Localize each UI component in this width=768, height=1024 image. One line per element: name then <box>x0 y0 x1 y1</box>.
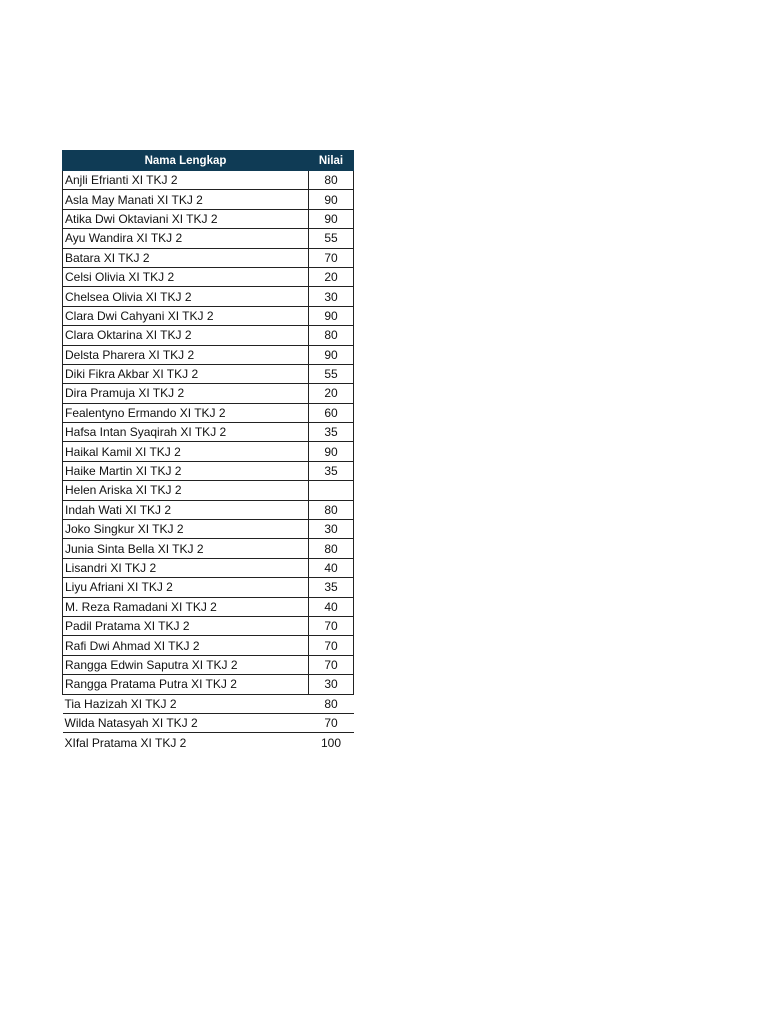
student-score: 90 <box>309 345 354 364</box>
header-score: Nilai <box>309 151 354 171</box>
student-score: 35 <box>309 461 354 480</box>
student-score: 80 <box>309 326 354 345</box>
table-row <box>63 694 354 713</box>
student-name: Clara Oktarina XI TKJ 2 <box>63 326 309 345</box>
student-score: 90 <box>309 306 354 325</box>
header-row <box>63 151 354 171</box>
table-row <box>63 733 354 752</box>
student-name: Clara Dwi Cahyani XI TKJ 2 <box>63 306 309 325</box>
student-name: Anjli Efrianti XI TKJ 2 <box>63 171 309 190</box>
table-row <box>63 481 354 500</box>
table-row <box>63 461 354 480</box>
student-score: 40 <box>309 558 354 577</box>
table-row <box>63 558 354 577</box>
student-name: Delsta Pharera XI TKJ 2 <box>63 345 309 364</box>
student-name: Helen Ariska XI TKJ 2 <box>63 481 309 500</box>
table-row <box>63 442 354 461</box>
student-name: Dira Pramuja XI TKJ 2 <box>63 384 309 403</box>
student-score: 55 <box>309 364 354 383</box>
table-row <box>63 655 354 674</box>
student-score: 30 <box>309 287 354 306</box>
student-score: 35 <box>309 423 354 442</box>
student-score: 80 <box>309 171 354 190</box>
table-row <box>63 423 354 442</box>
student-score <box>309 481 354 500</box>
table-row <box>63 636 354 655</box>
table-row <box>63 306 354 325</box>
student-name: Batara XI TKJ 2 <box>63 248 309 267</box>
table-row <box>63 287 354 306</box>
student-name: Asla May Manati XI TKJ 2 <box>63 190 309 209</box>
student-score: 80 <box>309 694 354 713</box>
student-score: 60 <box>309 403 354 422</box>
student-score: 30 <box>309 520 354 539</box>
student-name: Joko Singkur XI TKJ 2 <box>63 520 309 539</box>
student-name: Diki Fikra Akbar XI TKJ 2 <box>63 364 309 383</box>
student-name: XIfal Pratama XI TKJ 2 <box>64 735 187 750</box>
student-name: Ayu Wandira XI TKJ 2 <box>63 229 309 248</box>
student-name: Junia Sinta Bella XI TKJ 2 <box>63 539 309 558</box>
student-score: 70 <box>309 636 354 655</box>
table-row <box>63 578 354 597</box>
student-name: M. Reza Ramadani XI TKJ 2 <box>63 597 309 616</box>
table-row <box>63 539 354 558</box>
student-score: 20 <box>309 267 354 286</box>
table-row <box>63 267 354 286</box>
student-name: Hafsa Intan Syaqirah XI TKJ 2 <box>63 423 309 442</box>
student-score: 30 <box>309 675 354 694</box>
student-score: 40 <box>309 597 354 616</box>
student-name: Celsi Olivia XI TKJ 2 <box>63 267 309 286</box>
student-name: Rangga Pratama Putra XI TKJ 2 <box>63 675 309 694</box>
student-name: Haike Martin XI TKJ 2 <box>63 461 309 480</box>
student-score: 90 <box>309 209 354 228</box>
table-row <box>63 229 354 248</box>
student-name: Indah Wati XI TKJ 2 <box>63 500 309 519</box>
student-name: Wilda Natasyah XI TKJ 2 <box>63 713 309 732</box>
student-name: Liyu Afriani XI TKJ 2 <box>63 578 309 597</box>
student-score: 90 <box>309 190 354 209</box>
student-name: Rafi Dwi Ahmad XI TKJ 2 <box>63 636 309 655</box>
student-score: 35 <box>309 578 354 597</box>
table-row <box>63 616 354 635</box>
student-score: 70 <box>309 713 354 732</box>
table-row <box>63 713 354 732</box>
table-row <box>63 597 354 616</box>
table-body <box>63 171 354 752</box>
student-name: Haikal Kamil XI TKJ 2 <box>63 442 309 461</box>
student-score: 80 <box>309 539 354 558</box>
student-name: Chelsea Olivia XI TKJ 2 <box>63 287 309 306</box>
student-score: 70 <box>309 248 354 267</box>
student-name: Rangga Edwin Saputra XI TKJ 2 <box>63 655 309 674</box>
table-row <box>63 345 354 364</box>
table-row <box>63 171 354 190</box>
student-score: 20 <box>309 384 354 403</box>
table-row <box>63 364 354 383</box>
table-row <box>63 520 354 539</box>
student-name: Fealentyno Ermando XI TKJ 2 <box>63 403 309 422</box>
table-row <box>63 209 354 228</box>
header-name: Nama Lengkap <box>63 151 309 171</box>
student-name: Tia Hazizah XI TKJ 2 <box>63 694 309 713</box>
student-name: Lisandri XI TKJ 2 <box>63 558 309 577</box>
student-name: Padil Pratama XI TKJ 2 <box>63 616 309 635</box>
table-row <box>63 326 354 345</box>
student-score: 70 <box>309 655 354 674</box>
table-row <box>63 190 354 209</box>
student-name: Atika Dwi Oktaviani XI TKJ 2 <box>63 209 309 228</box>
student-score: 70 <box>309 616 354 635</box>
grade-table <box>62 150 354 752</box>
table-row <box>63 675 354 694</box>
table-row <box>63 384 354 403</box>
table-row <box>63 248 354 267</box>
student-score: 80 <box>309 500 354 519</box>
student-score: 100 <box>320 735 342 750</box>
student-score: 55 <box>309 229 354 248</box>
table-row <box>63 500 354 519</box>
table-row <box>63 403 354 422</box>
student-score: 90 <box>309 442 354 461</box>
